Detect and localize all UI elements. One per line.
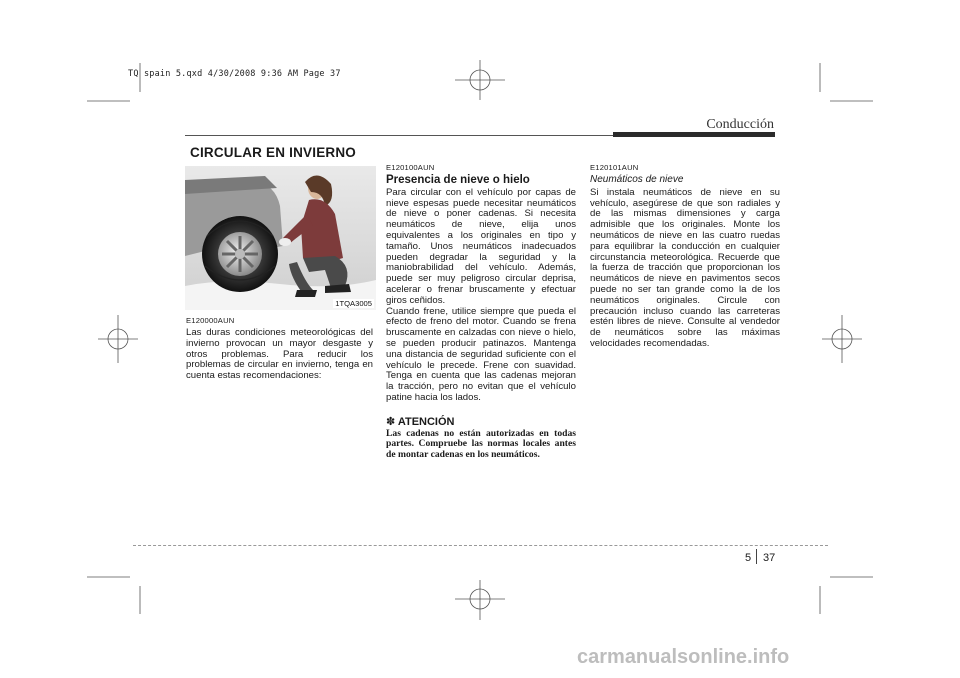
figure-code: 1TQA3005 xyxy=(335,299,372,308)
section-code: E120100AUN xyxy=(386,163,435,172)
snow-chain-illustration xyxy=(185,166,376,310)
header-bar xyxy=(613,132,775,137)
section-code: E120000AUN xyxy=(186,316,235,325)
column-snow-ice xyxy=(386,163,576,461)
woman-fitting-tire-image xyxy=(185,166,376,310)
page-number: 37 xyxy=(763,552,776,564)
snow-ice-paragraph-1: Para circular con el vehículo por capas de nieve espesas puede necesitar neumáticos de nieve o poner cadenas. Si necesita neumáticos de nieve, elija unos equivalentes a los originales en tipo y tamaño. Unos neumáticos inadecuados pueden degradar la seguridad y la maniobrabilidad del vehículo. Además, puede ser muy peligroso circular deprisa, acelerar o frenar bruscamente y efectuar giros ceñidos. xyxy=(386,186,576,306)
intro-paragraph: Las duras condiciones meteorológicas del invierno provocan un mayor desgaste y otros problemas. Para reducir los problemas de circular en invierno, tenga en cuenta estas recomendaciones: xyxy=(186,327,373,382)
chapter-title: Conducción xyxy=(706,117,774,132)
warning-title: ✽ ATENCIÓN xyxy=(386,415,455,428)
column-intro xyxy=(186,316,373,382)
column-snow-tires xyxy=(590,163,780,350)
subheading-snow-ice: Presencia de nieve o hielo xyxy=(386,174,530,186)
section-code: E120101AUN xyxy=(590,163,639,172)
snow-ice-paragraph-2: Cuando frene, utilice siempre que pueda el efecto de freno del motor. Cuando se frena bruscamente en calzadas con nieve o hielo, se pueden producir patinazos. Mantenga una distancia de seguridad suficiente con el vehículo le precede. Frene con suavidad. Tenga en cuenta que las cadenas mejoran la tracción, pero no evitan que el vehículo patine hacia los lados. xyxy=(386,305,576,403)
header-rule xyxy=(185,135,613,136)
footer-rule xyxy=(133,545,828,546)
page-number-divider xyxy=(756,549,757,564)
subheading-snow-tires: Neumáticos de nieve xyxy=(590,174,684,185)
snow-tires-paragraph: Si instala neumáticos de nieve en su vehículo, asegúrese de que son radiales y de las mismas dimensiones y carga admisible que los originales. Monte los neumáticos de nieve en las cuatro ruedas para equilibrar la conducción en cualquier circunstancia meteorológica. Recuerde que la fuerza de tracción que proporcionan los neumáticos de nieve en pavimentos secos puede no ser tan grande como la de los neumáticos originales. Circule con precaución incluso cuando las carreteras estén libres de nieve. Consulte al vendedor de neumáticos sobre las máximas velocidades recomendadas. xyxy=(590,186,780,349)
print-slug: TQ spain 5.qxd 4/30/2008 9:36 AM Page 37 xyxy=(128,69,341,79)
page-chapter-number: 5 xyxy=(745,552,752,564)
warning-text: Las cadenas no están autorizadas en todas partes. Compruebe las normas locales antes de montar cadenas en los neumáticos. xyxy=(386,427,576,461)
watermark: carmanualsonline.info xyxy=(577,646,790,668)
section-title: CIRCULAR EN INVIERNO xyxy=(190,145,357,160)
